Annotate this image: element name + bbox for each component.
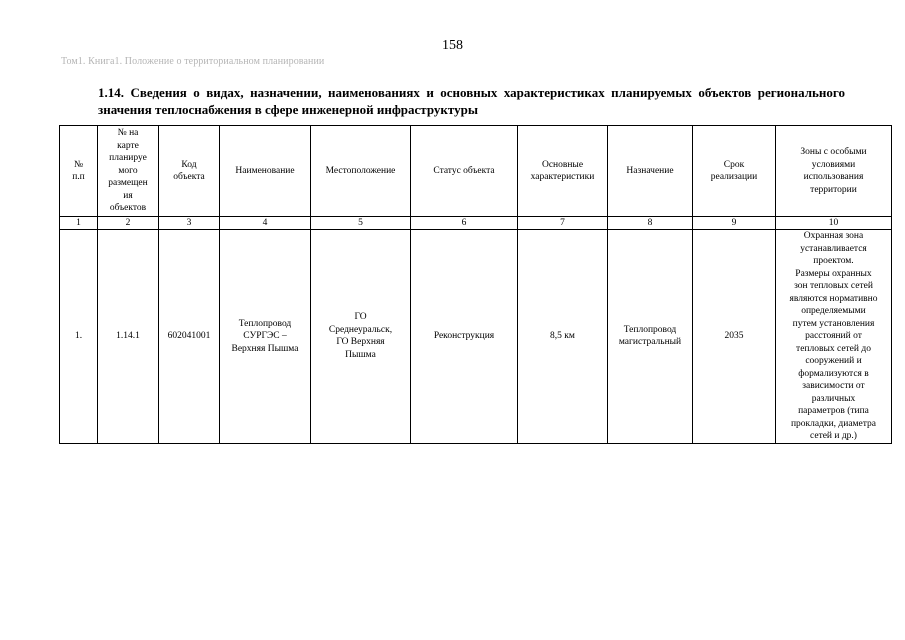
header-cell-map-num: № на карте планируе мого размещен ия объектов: [98, 126, 159, 217]
header-cell-location: Местоположение: [311, 126, 411, 217]
header-cell-status: Статус объекта: [411, 126, 518, 217]
cell-term: 2035: [693, 230, 776, 444]
cell-code: 602041001: [159, 230, 220, 444]
header-cell-term: Срок реализации: [693, 126, 776, 217]
column-number: 1: [60, 217, 98, 230]
header-cell-characteristics: Основные характеристики: [518, 126, 608, 217]
header-cell-code: Код объекта: [159, 126, 220, 217]
column-number: 2: [98, 217, 159, 230]
column-number: 4: [220, 217, 311, 230]
column-number: 6: [411, 217, 518, 230]
column-number: 10: [776, 217, 892, 230]
column-number: 3: [159, 217, 220, 230]
cell-purpose: Теплопровод магистральный: [608, 230, 693, 444]
table-header-row: [60, 126, 892, 217]
cell-characteristics: 8,5 км: [518, 230, 608, 444]
cell-num: 1.: [60, 230, 98, 444]
cell-status: Реконструкция: [411, 230, 518, 444]
cell-name: Теплопровод СУРГЭС – Верхняя Пышма: [220, 230, 311, 444]
column-number: 5: [311, 217, 411, 230]
header-cell-zones: Зоны с особыми условиями использования территории: [776, 126, 892, 217]
section-title: 1.14. Сведения о видах, назначении, наименованиях и основных характеристиках планируемых объектов регионального значения теплоснабжения в сфере инженерной инфраструктуры: [98, 85, 845, 117]
header-cell-name: Наименование: [220, 126, 311, 217]
cell-zones: Охранная зона устанавливается проектом. Размеры охранных зон тепловых сетей являются нормативно определяемыми путем установления расстояний от тепловых сетей до сооружений и формализуются в зависимости от различных параметров (типа прокладки, диаметра сетей и др.): [776, 230, 892, 444]
objects-table: [59, 125, 892, 444]
column-number-row: [60, 217, 892, 230]
table-row: [60, 230, 892, 444]
cell-map-num: 1.14.1: [98, 230, 159, 444]
header-cell-num: № п.п: [60, 126, 98, 217]
page-number: 158: [442, 38, 463, 53]
running-header: Том1. Книга1. Положение о территориальном планировании: [61, 56, 325, 67]
column-number: 8: [608, 217, 693, 230]
column-number: 7: [518, 217, 608, 230]
header-cell-purpose: Назначение: [608, 126, 693, 217]
column-number: 9: [693, 217, 776, 230]
cell-location: ГО Среднеуральск, ГО Верхняя Пышма: [311, 230, 411, 444]
